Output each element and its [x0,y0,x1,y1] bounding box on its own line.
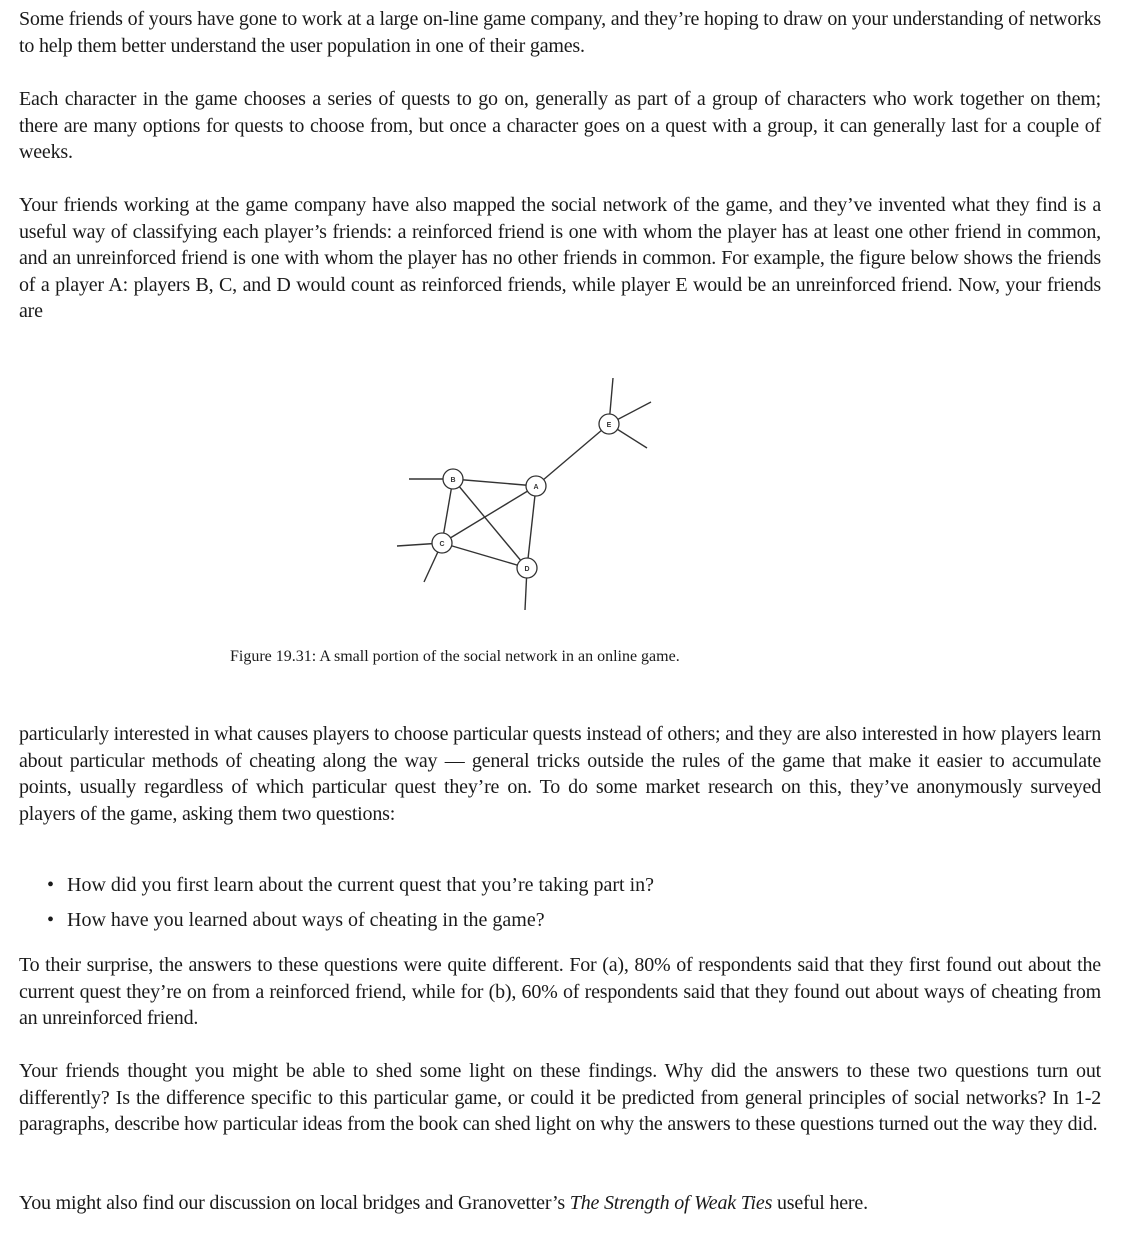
node-label-d: D [524,566,530,573]
paragraph-intro: Some friends of yours have gone to work at a large on-line game company, and they’re hoping to draw on your understanding of networks to help them better understand the user population in one of their games. [19,8,1101,57]
list-item: • How have you learned about ways of cheating in the game? [47,907,654,934]
paragraph-survey-results: To their surprise, the answers to these questions were quite different. For (a), 80% of respondents said that they first found out about the current quest they’re on from a reinforced friend, while for (b), 60% of respondents said that they found out about ways of cheating from an unreinforced friend. [19,954,1101,1029]
figure-caption: Figure 19.31: A small portion of the social network in an online game. [230,648,680,665]
paragraph-research-interest: particularly interested in what causes players to choose particular quests instead of others; and they are also interested in how players learn about particular methods of cheating along the way — general tricks outside the rules of the game that make it easier to accumulate points, usually regardless of which particular quest they’re on. To do some market research on this, they’ve anonymously surveyed players of the game, asking them two questions: [19,723,1101,825]
node-label-a: A [533,484,539,491]
node-label-e: E [606,422,612,429]
edge-b-a [453,479,536,486]
social-network-figure [379,372,669,617]
edge-a-e [536,424,609,486]
paragraph-quests: Each character in the game chooses a series of quests to go on, generally as part of a group of characters who work together on them; there are many options for quests to choose from, but once a character goes on a quest with a group, it can generally last for a couple of weeks. [19,88,1101,163]
survey-questions-list [47,872,654,941]
edge-b-d [453,479,527,568]
edge-c-d [442,543,527,568]
node-label-b: B [450,477,456,484]
hint-text-after: useful here. [772,1192,868,1214]
list-item: • How did you first learn about the current quest that you’re taking part in? [47,872,654,899]
node-label-c: C [439,541,445,548]
paragraph-hint [19,1190,1101,1217]
edge-a-d [527,484,539,568]
hint-text-before: You might also find our discussion on local bridges and Granovetter’s [19,1192,570,1214]
network-diagram [379,372,669,617]
paragraph-friends-classification: Your friends working at the game company have also mapped the social network of the game, and they’ve invented what they find is a useful way of classifying each player’s friends: a reinforced friend is one with whom the player has at least one other friend in common, and an unreinforced friend is one with whom the player has no other friends in common. For example, the figure below shows the friends of a player A: players B, C, and D would count as reinforced friends, while player E would be an unreinforced friend. Now, your friends are [19,194,1101,322]
paragraph-question-prompt: Your friends thought you might be able to shed some light on these findings. Why did the answers to these two questions turn out differently? Is the difference specific to this particular game, or could it be predicted from general principles of social networks? In 1-2 paragraphs, describe how particular ideas from the book can shed light on why the answers to these questions turned out the way they did. [19,1060,1101,1135]
book-title: The Strength of Weak Ties [569,1192,773,1214]
edge-c-a [442,484,539,543]
